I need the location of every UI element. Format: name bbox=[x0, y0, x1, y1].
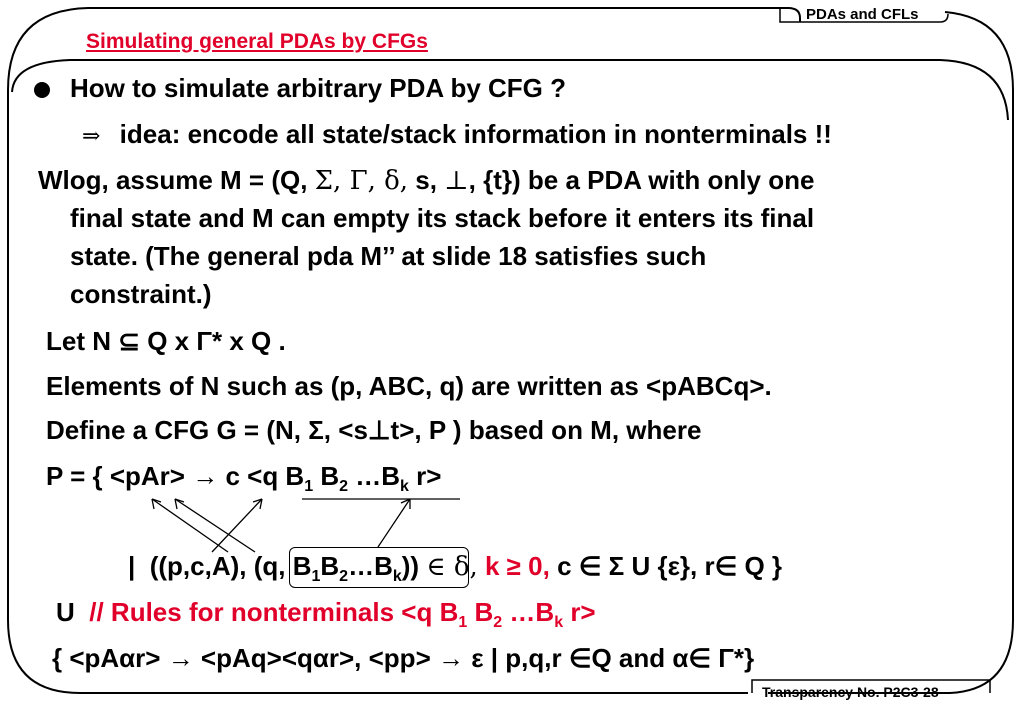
production-line: P = { <pAr> → c <q $B_1$ $B_2$ $\dots B_k$ r> bbox=[46, 461, 442, 495]
wlog-line-2: final state and M can empty its stack before it enters its final bbox=[70, 203, 815, 233]
sub-point-text: idea: encode all state/stack information in nonterminals !! bbox=[119, 119, 832, 149]
let-line: Let N ⊆ Q x Γ* x Q . bbox=[46, 326, 286, 356]
condition-line: | ((p,c,A), (q, $B_1B_2\dots B_k$)) ∈ δ, k ≥ 0, c ∈ Σ U {ε}, r∈ Q } bbox=[128, 551, 783, 585]
bullet-dot-icon bbox=[34, 82, 50, 98]
wlog-prefix: Wlog, assume M = (Q, bbox=[38, 165, 308, 195]
union-line: U // Rules for nonterminals <q $B_1$ $B_2$ $\dots B_k$ r> bbox=[56, 597, 596, 631]
bullet-question: How to simulate arbitrary PDA by CFG ? bbox=[70, 73, 567, 103]
define-line: Define a CFG G = (N, Σ, <s⊥t>, P ) based on M, where bbox=[46, 415, 702, 445]
implies-icon: ⇒ bbox=[82, 124, 101, 149]
course-label: PDAs and CFLs bbox=[806, 6, 919, 23]
last-production-line: { <pAαr> → <pAq><qαr>, <pp> → ε | p,q,r ∈Q and α∈ Γ*} bbox=[52, 643, 755, 673]
wlog-line-1: Wlog, assume M = (Q, Σ, Γ, δ, s, ⊥, {t}) be a PDA with only one bbox=[38, 165, 815, 196]
wlog-line-4: constraint.) bbox=[70, 279, 212, 309]
wlog-line-3: state. (The general pda M’’ at slide 18 satisfies such bbox=[70, 241, 707, 271]
rules-comment: // Rules for nonterminals <q B bbox=[89, 597, 459, 627]
slide-title: Simulating general PDAs by CFGs bbox=[86, 30, 428, 53]
elements-line: Elements of N such as (p, ABC, q) are written as <pABCq>. bbox=[46, 371, 772, 401]
production-prefix: P = { <pAr> bbox=[46, 461, 185, 491]
condition-k: k ≥ 0, bbox=[484, 551, 550, 581]
condition-bar: | bbox=[128, 551, 136, 581]
condition-tail: c ∈ Σ U {ε}, r∈ Q } bbox=[557, 551, 783, 581]
union-label: U bbox=[56, 597, 75, 627]
wlog-tail: be a PDA with only one bbox=[527, 165, 815, 195]
sub-point bbox=[82, 116, 832, 155]
footer-label: Transparency No. P2C3-28 bbox=[762, 684, 939, 700]
right-arrow-icon: → bbox=[192, 461, 219, 491]
